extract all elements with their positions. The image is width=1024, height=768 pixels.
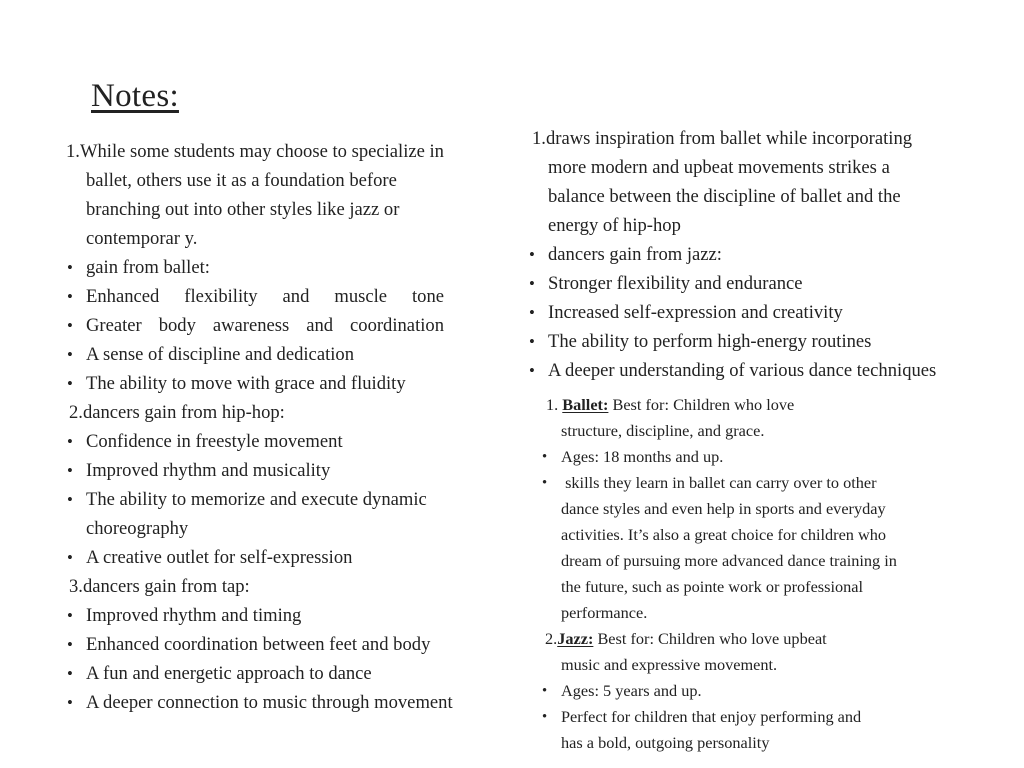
left-notes-list (66, 137, 506, 717)
hiphop-heading-text: 2.dancers gain from hip-hop: (69, 402, 285, 423)
list-item: • Improved rhythm and timing (66, 601, 506, 630)
jazz-best-for: Best for: Children who love upbeat (593, 629, 827, 648)
left-intro-number: 1. (66, 141, 80, 162)
left-intro-item (66, 137, 506, 253)
jazz-best-for-rest: music and expressive movement. (561, 655, 778, 674)
classes-list (541, 392, 941, 756)
list-item: • The ability to memorize and execute dynamic choreography (66, 485, 466, 543)
list-item: • Greater body awareness and coordination (66, 311, 444, 340)
hiphop-heading (66, 398, 506, 427)
ballet-best-for: Best for: Children who love (608, 395, 795, 414)
right-intro-text: more modern and upbeat movements strikes a balance between the discipline of ballet and the energy of hip-hop (548, 157, 901, 236)
jazz-class-item (541, 626, 941, 678)
list-item: • Enhanced flexibility and muscle tone (66, 282, 444, 311)
list-item: • The ability to perform high-energy routines (528, 327, 998, 356)
ballet-best-for-rest: structure, discipline, and grace. (561, 421, 765, 440)
list-item: • Increased self-expression and creativity (528, 298, 998, 327)
ballet-ages: • Ages: 18 months and up. (541, 444, 941, 470)
list-item: • The ability to move with grace and fluidity (66, 369, 506, 398)
left-intro-first-line: While some students may choose to specialize in (79, 141, 444, 162)
list-item: • A fun and energetic approach to dance (66, 659, 506, 688)
ballet-number: 1. (546, 395, 563, 414)
list-item: • Confidence in freestyle movement (66, 427, 506, 456)
jazz-perfect-for: • Perfect for children that enjoy performing and has a bold, outgoing personality (541, 704, 881, 756)
notes-title: Notes: (91, 78, 179, 114)
jazz-class-name: Jazz: (557, 629, 594, 648)
list-item: • Stronger flexibility and endurance (528, 269, 998, 298)
list-item: • dancers gain from jazz: (528, 240, 998, 269)
tap-heading-text: 3.dancers gain from tap: (69, 576, 250, 597)
list-item: • Enhanced coordination between feet and body (66, 630, 506, 659)
right-intro-item (528, 124, 998, 240)
ballet-class-item (541, 392, 941, 444)
jazz-ages: • Ages: 5 years and up. (541, 678, 941, 704)
list-item: • A sense of discipline and dedication (66, 340, 506, 369)
tap-heading (66, 572, 506, 601)
ballet-skills: • skills they learn in ballet can carry over to other dance styles and even help in sports and everyday activities. It’s also a great choice for children who dream of pursuing more advanced dance training in the future, such as pointe work or professional performance. (541, 470, 906, 626)
list-item: • A creative outlet for self-expression (66, 543, 506, 572)
ballet-class-name: Ballet: (562, 395, 609, 414)
list-item: • gain from ballet: (66, 253, 506, 282)
jazz-number: 2. (545, 629, 558, 648)
left-intro-text: ballet, others use it as a foundation before branching out into other styles like jazz or contemporar y. (86, 170, 400, 249)
list-item: • A deeper understanding of various dance techniques (528, 356, 998, 385)
list-item: • Improved rhythm and musicality (66, 456, 506, 485)
right-intro-first-line: draws inspiration from ballet while incorporating (545, 128, 913, 149)
right-intro-number: 1. (532, 128, 546, 149)
list-item: • A deeper connection to music through movement (66, 688, 516, 717)
right-notes-list (528, 124, 998, 385)
